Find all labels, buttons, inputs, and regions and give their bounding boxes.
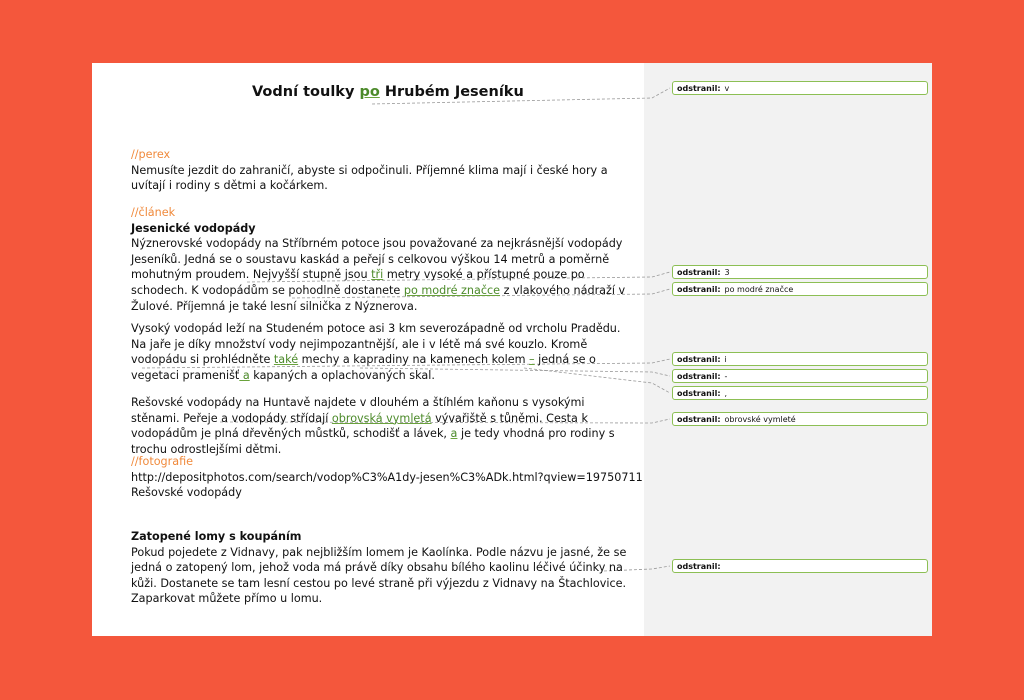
comment-balloon[interactable]: odstranil: po modré značce — [672, 282, 928, 296]
paragraph: Nýznerovské vodopády na Stříbrném potoce jsou považované za nejkrásnější vodopády Jeseníků. Jedná se o soustavu kaskád a peřejí s celkovou výškou 14 metrů a poměrně mohutným proudem. Nejvyšší stupně jsou tři metry vysoké a přístupné pouze po schodech. K vodopádům se pohodlně dostanete po modré značce z vlakového nádraží v Žulové. Příjemná je také lesní silnička z Nýznerova. — [131, 237, 626, 313]
paragraph-block — [131, 321, 631, 383]
photo-caption: Rešovské vodopády — [131, 486, 242, 500]
inserted-text[interactable]: po — [359, 84, 380, 100]
section-tag: //článek — [131, 206, 176, 219]
inserted-text[interactable]: po modré značce — [403, 283, 501, 297]
paragraph: Rešovské vodopády na Huntavě najdete v dlouhém a štíhlém kaňonu s vysokými stěnami. Peřeje a vodopády střídají obrovská vymletá vývařiště s tůněmi. Cesta k vodopádům je plná dřevěných můstků, schodišť a lávek, a je tedy vhodná pro rodiny s trochu odrostlejšími dětmi. — [131, 396, 615, 456]
inserted-text[interactable]: tři — [371, 268, 384, 282]
section-tag: //fotografie — [131, 455, 194, 468]
paragraph: Pokud pojedete z Vidnavy, pak nejbližším lomem je Kaolínka. Podle názvu je jasné, že se jedná o zatopený lom, jehož voda má právě díky obsahu bílého kaolinu léčivé účinky na kůži. Dostanete se tam lesní cestou po levé straně při výjezdu z Vidnavy na Štachlovice. Zaparkovat můžete přímo u lomu. — [131, 545, 627, 606]
section-heading: Jesenické vodopády — [131, 221, 256, 235]
inserted-text[interactable]: a — [239, 368, 250, 382]
article-section — [131, 205, 631, 314]
document-canvas — [92, 63, 932, 636]
comment-balloon[interactable]: odstranil: - — [672, 369, 928, 383]
lakes-section — [131, 529, 631, 607]
document-title: Vodní toulky po Hrubém Jeseníku — [252, 84, 524, 100]
section-tag: //perex — [131, 148, 171, 161]
paragraph: Vysoký vodopád leží na Studeném potoce asi 3 km severozápadně od vrcholu Pradědu. Na jaře je díky množství vody nejimpozantnější, ale i v létě má své kouzlo. Kromě vodopádu si prohlédněte také mechy a kapradiny na kamenech kolem – jedná se o vegetaci pramenišť a kapaných a oplachovaných skal. — [131, 322, 621, 382]
inserted-text[interactable]: obrovská vymletá — [331, 411, 432, 425]
section-heading: Zatopené lomy s koupáním — [131, 530, 302, 543]
paragraph-block — [131, 395, 631, 457]
inserted-text[interactable]: – — [529, 353, 535, 367]
comment-balloon[interactable]: odstranil: v — [672, 81, 928, 95]
inserted-text[interactable]: také — [273, 353, 299, 367]
comment-balloon[interactable]: odstranil: 3 — [672, 265, 928, 279]
comment-balloon[interactable]: odstranil: i — [672, 352, 928, 366]
inserted-text[interactable]: a — [450, 427, 458, 441]
comment-balloon[interactable]: odstranil: , — [672, 386, 928, 400]
comment-balloon[interactable]: odstranil: — [672, 559, 928, 573]
perex-section — [131, 147, 631, 194]
perex-text: Nemusíte jezdit do zahraničí, abyste si odpočinuli. Příjemné klima mají i české hory a uvítají i rodiny s dětmi a kočárkem. — [131, 163, 608, 193]
photo-section — [131, 454, 643, 501]
comment-balloon[interactable]: odstranil: obrovské vymleté — [672, 412, 928, 426]
photo-url[interactable]: http://depositphotos.com/search/vodop%C3%A1dy-jesen%C3%ADk.html?qview=19750711 — [131, 470, 643, 484]
